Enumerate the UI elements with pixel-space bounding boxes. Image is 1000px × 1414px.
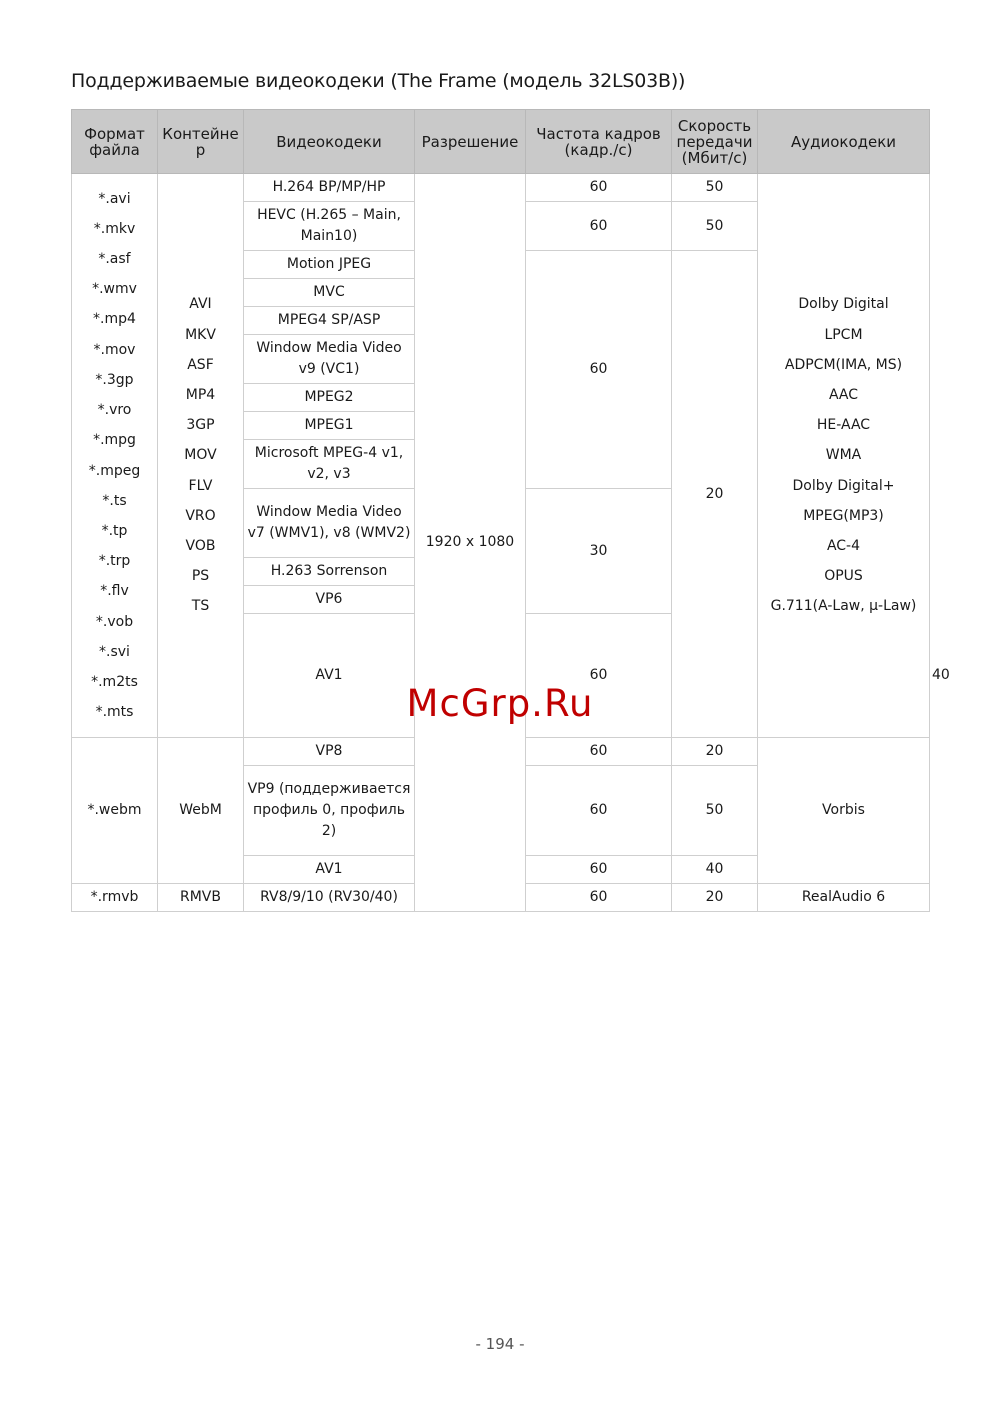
list-item: *.avi [98,190,131,207]
list-item: *.mov [93,341,136,358]
list-item: WMA [825,447,862,464]
framerate-cell: 60 [526,251,672,489]
list-item: AVI [189,296,212,313]
list-item: *.vob [95,613,134,630]
bitrate-cell: 40 [672,856,758,884]
codec-cell: Microsoft MPEG-4 v1, v2, v3 [244,440,415,489]
list-item: VRO [185,507,216,524]
bitrate-cell: 20 [672,884,758,912]
codec-cell: MPEG1 [244,412,415,440]
list-item: *.mts [95,704,134,721]
list-item: *.mp4 [93,311,136,328]
codec-cell: H.264 BP/MP/HP [244,174,415,202]
bitrate-cell: 50 [672,202,758,251]
list-item: *.3gp [95,371,134,388]
framerate-cell: 60 [526,614,672,738]
list-item: *.mpeg [88,462,141,479]
list-item: *.ts [102,492,127,509]
list-item: MP4 [185,386,216,403]
audio-codec-cell: RealAudio 6 [758,884,930,912]
bitrate-cell: 20 [672,738,758,766]
list-item: Dolby Digital [798,296,889,313]
resolution-cell: 1920 x 1080 [415,174,526,912]
table-row [72,174,930,202]
codec-cell: VP9 (поддерживается профиль 0, профиль 2) [244,766,415,856]
codec-cell: AV1 [244,614,415,738]
codec-cell: H.263 Sorrenson [244,558,415,586]
codec-cell: Window Media Video v9 (VC1) [244,335,415,384]
bitrate-cell: 20 [672,251,758,738]
codec-cell: AV1 [244,856,415,884]
list-item: LPCM [824,326,863,343]
bitrate-cell: 50 [672,174,758,202]
container-cell: WebM [158,738,244,884]
framerate-cell: 60 [526,202,672,251]
codec-cell: RV8/9/10 (RV30/40) [244,884,415,912]
video-codec-table [71,109,950,912]
header-audio: Аудиокодеки [758,110,930,174]
codec-cell: VP8 [244,738,415,766]
codec-cell: MVC [244,279,415,307]
header-container: Контейне р [158,110,244,174]
list-item: *.m2ts [91,673,138,690]
page-number: - 194 - [475,1335,525,1353]
codec-cell: MPEG4 SP/ASP [244,307,415,335]
list-item: Dolby Digital+ [792,477,895,494]
list-item: 3GP [186,417,215,434]
list-item: *.svi [99,643,130,660]
framerate-cell: 60 [526,174,672,202]
list-item: *.flv [100,583,129,600]
codec-cell: MPEG2 [244,384,415,412]
framerate-cell: 60 [526,738,672,766]
header-codecs: Видеокодеки [244,110,415,174]
list-item: ASF [187,356,214,373]
table-header-row [72,110,930,174]
codec-cell: Motion JPEG [244,251,415,279]
header-format: Формат файла [72,110,158,174]
framerate-cell: 30 [526,489,672,614]
container-cell: RMVB [158,884,244,912]
list-item: *.mkv [93,220,136,237]
page-title: Поддерживаемые видеокодеки (The Frame (модель 32LS03B)) [71,70,686,92]
audio-codec-cell: Vorbis [758,738,930,884]
format-cell: *.rmvb [72,884,158,912]
table-row: AV1 60 40 [72,614,930,738]
list-item: MOV [184,447,217,464]
list-item: AC-4 [826,538,861,554]
list-item: *.tp [101,522,128,539]
framerate-cell: 60 [526,766,672,856]
bitrate-cell: 50 [672,766,758,856]
list-item: MKV [185,326,216,343]
header-bitrate: Скорость передачи (Мбит/с) [672,110,758,174]
codec-cell: Window Media Video v7 (WMV1), v8 (WMV2) [244,489,415,558]
audio-codec-list [758,174,930,738]
list-item: HE-AAC [816,417,871,434]
list-item: *.asf [98,251,131,268]
format-list [72,174,158,738]
list-item: OPUS [824,568,863,585]
watermark: McGrp.Ru [406,682,594,725]
header-resolution: Разрешение [415,110,526,174]
list-item: FLV [188,477,213,494]
list-item: ADPCM(IMA, MS) [784,356,903,373]
header-framerate: Частота кадров (кадр./с) [526,110,672,174]
list-item: MPEG(MP3) [803,507,884,524]
codec-cell: HEVC (H.265 – Main, Main10) [244,202,415,251]
list-item: TS [191,598,210,615]
list-item: G.711(A-Law, µ-Law) [770,598,917,615]
framerate-cell: 60 [526,884,672,912]
list-item: VOB [185,538,216,554]
list-item: AAC [828,386,859,403]
list-item: *.mpg [93,432,136,449]
list-item: PS [191,568,210,585]
format-cell: *.webm [72,738,158,884]
list-item: *.wmv [92,281,137,298]
codec-cell: VP6 [244,586,415,614]
framerate-cell: 60 [526,856,672,884]
list-item: *.trp [98,553,131,570]
list-item: *.vro [97,402,132,419]
container-list [158,174,244,738]
